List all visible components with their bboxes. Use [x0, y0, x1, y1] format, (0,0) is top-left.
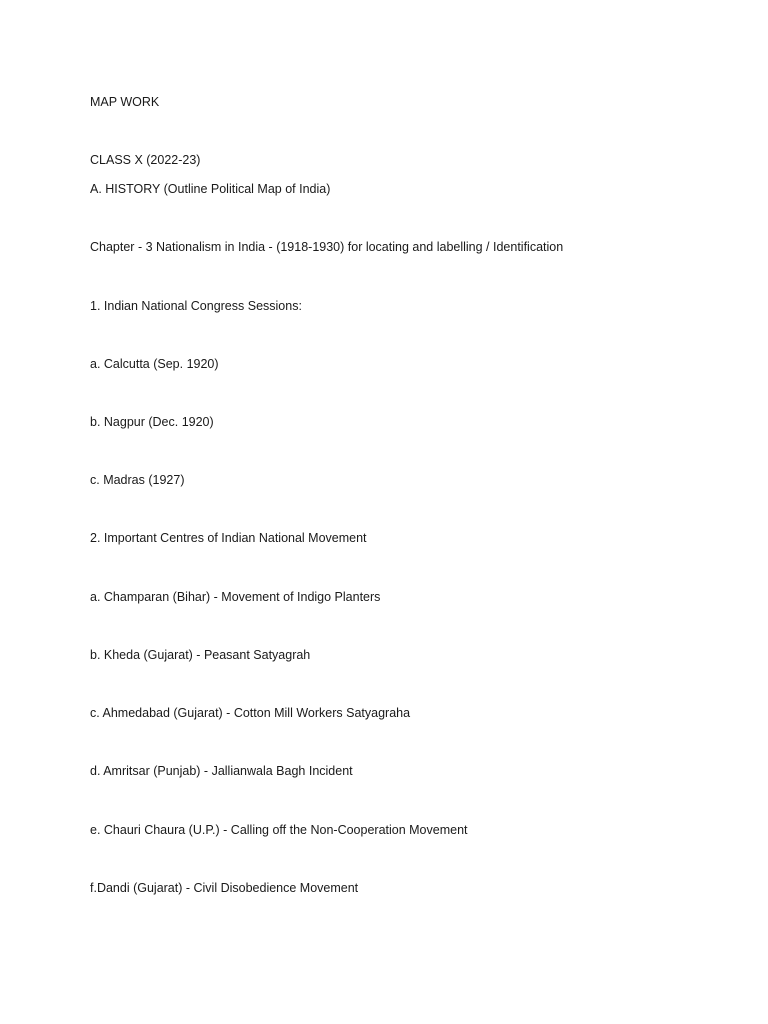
item1-a: a. Calcutta (Sep. 1920) [90, 357, 219, 371]
item2-b: b. Kheda (Gujarat) - Peasant Satyagrah [90, 648, 311, 662]
item2-e: e. Chauri Chaura (U.P.) - Calling off the Non-Cooperation Movement [90, 823, 468, 837]
item2-f: f.Dandi (Gujarat) - Civil Disobedience Movement [90, 881, 359, 895]
class-line: CLASS X (2022-23) [90, 153, 201, 167]
item2-a: a. Champaran (Bihar) - Movement of Indigo Planters [90, 590, 381, 604]
item1-c: c. Madras (1927) [90, 473, 185, 487]
chapter-line: Chapter - 3 Nationalism in India - (1918-1930) for locating and labelling / Identification [90, 240, 564, 254]
item1-b: b. Nagpur (Dec. 1920) [90, 415, 214, 429]
section-title: A. HISTORY (Outline Political Map of India) [90, 182, 331, 196]
document-heading: MAP WORK [90, 95, 160, 109]
item1-title: 1. Indian National Congress Sessions: [90, 299, 302, 313]
item2-d: d. Amritsar (Punjab) - Jallianwala Bagh Incident [90, 764, 353, 778]
item2-title: 2. Important Centres of Indian National Movement [90, 531, 367, 545]
item2-c: c. Ahmedabad (Gujarat) - Cotton Mill Workers Satyagraha [90, 706, 411, 720]
